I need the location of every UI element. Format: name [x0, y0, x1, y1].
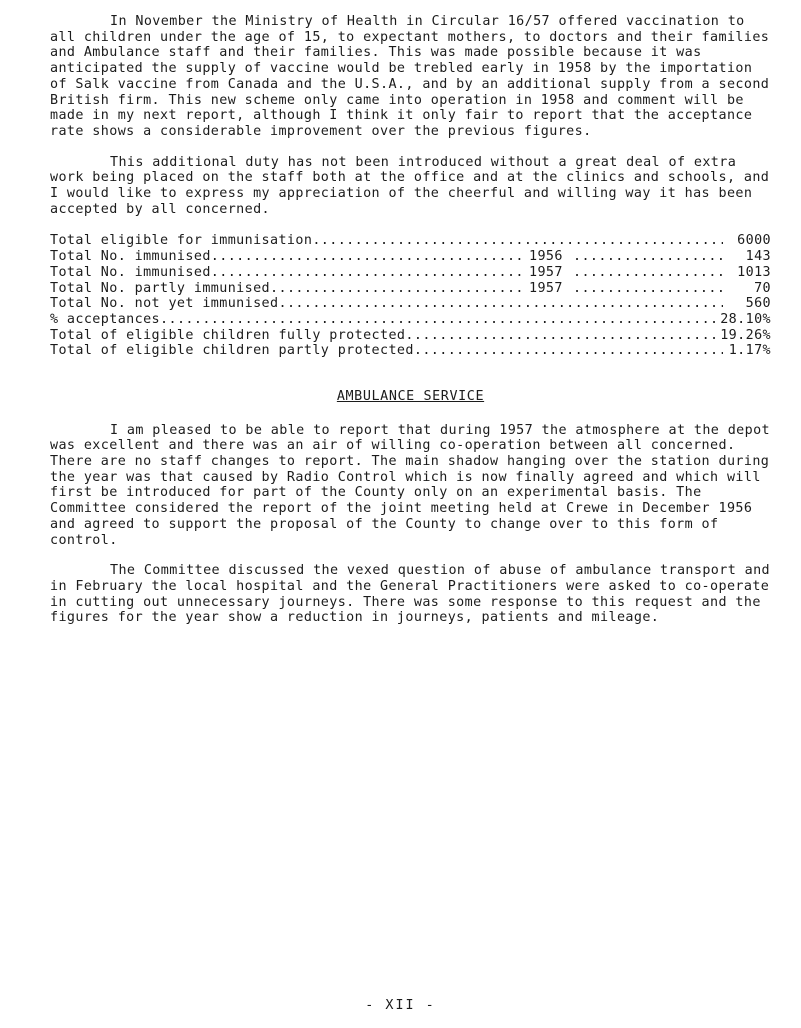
spacer — [50, 140, 771, 155]
leader-dots — [270, 281, 523, 297]
stat-value: 19.26% — [720, 327, 771, 343]
leader-dots — [312, 233, 723, 249]
ambulance-paragraph-2: The Committee discussed the vexed question of abuse of ambulance transport and in February the local hospital and the General Practitioners were asked to co-operate in cutting out unnecessary journeys. There was some response to this request and the figures for the year show a reduction in journeys, patients and mileage. — [50, 563, 779, 626]
stat-label: Total No. immunised — [50, 264, 211, 280]
ambulance-paragraph-1: I am pleased to be able to report that during 1957 the atmosphere at the depot was excellent and there was an air of willing co-operation between all concerned. There are no staff changes to report. The main shadow hanging over the station during the year was that caused by Radio Control which is now finally agreed and which will first be introduced for part of the County only on an experimental basis. The Committee considered the report of the joint meeting held at Crewe in December 1956 and agreed to support the proposal of the County to change over to this form of control. — [50, 422, 779, 548]
leader-dots — [211, 265, 523, 281]
stat-row-not-yet-immunised — [50, 296, 771, 312]
leader-dots — [573, 265, 723, 281]
leader-dots — [414, 343, 723, 359]
stat-label: Total No. not yet immunised — [50, 296, 279, 312]
stat-label: Total of eligible children partly protected — [50, 343, 414, 359]
leader-dots — [160, 312, 716, 328]
stat-row-fully-protected — [50, 328, 771, 344]
leader-dots — [573, 249, 723, 265]
intro-paragraph: In November the Ministry of Health in Circular 16/57 offered vaccination to all children under the age of 15, to expectant mothers, to doctors and their families and Ambulance staff and their families. This was made possible because it was anticipated the supply of vaccine would be trebled early in 1958 by the importation of Salk vaccine from Canada and the U.S.A., and by an additional supply from a second British firm. This new scheme only came into operation in 1958 and comment will be made in my next report, although I think it only fair to report that the acceptance rate shows a considerable improvement over the previous figures. — [50, 14, 778, 139]
stat-row-total-eligible — [50, 233, 771, 249]
stat-label: % acceptances — [50, 311, 161, 327]
immunisation-statistics — [50, 233, 771, 359]
stat-label: Total of eligible children fully protected — [50, 327, 406, 343]
stat-year: 1957 — [529, 280, 563, 296]
stat-value: 70 — [754, 280, 771, 296]
stat-value: 1013 — [737, 264, 771, 280]
stat-row-immunised-1957 — [50, 265, 771, 281]
stat-year: 1957 — [529, 264, 563, 280]
stat-label: Total No. partly immunised — [50, 280, 271, 296]
stat-year: 1956 — [529, 249, 563, 265]
leader-dots — [278, 296, 723, 312]
stat-label: Total eligible for immunisation — [50, 233, 313, 249]
stat-row-immunised-1956 — [50, 249, 771, 265]
stat-row-acceptances — [50, 312, 771, 328]
stat-row-partly-immunised-1957 — [50, 281, 771, 297]
stat-value: 560 — [745, 296, 771, 312]
thanks-paragraph: This additional duty has not been introduced without a great deal of extra work being placed on the staff both at the office and at the clinics and schools, and I would like to express my appreciation of the cheerful and willing way it has been accepted by all concerned. — [50, 154, 778, 217]
stat-row-partly-protected — [50, 343, 771, 359]
section-heading: AMBULANCE SERVICE — [336, 388, 485, 404]
stat-value: 1.17% — [728, 343, 771, 359]
stat-label: Total No. immunised — [50, 249, 211, 265]
leader-dots — [573, 281, 723, 297]
stat-value: 143 — [745, 249, 771, 265]
leader-dots — [211, 249, 523, 265]
stat-value: 28.10% — [720, 311, 771, 327]
spacer — [50, 548, 771, 563]
stat-value: 6000 — [737, 233, 771, 249]
page-number: - XII - — [365, 998, 436, 1013]
leader-dots — [405, 328, 716, 344]
